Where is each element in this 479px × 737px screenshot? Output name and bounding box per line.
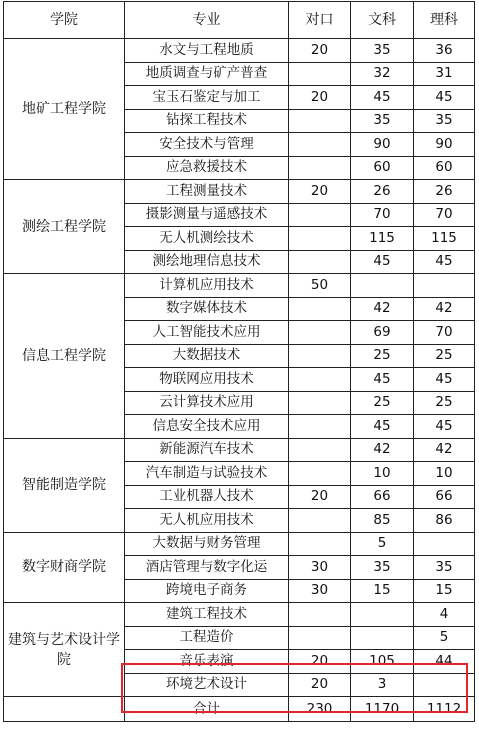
major-name-cell: 计算机应用技术 — [125, 274, 289, 298]
arts-count-cell: 69 — [351, 321, 414, 345]
major-name-cell: 酒店管理与数字化运 — [125, 556, 289, 580]
major-name-cell: 测绘地理信息技术 — [125, 250, 289, 274]
arts-count-cell: 15 — [351, 579, 414, 603]
table-row — [4, 438, 475, 462]
total-science-cell: 1112 — [414, 697, 475, 722]
major-name-cell: 数字媒体技术 — [125, 297, 289, 321]
vocational-count-cell — [289, 62, 351, 86]
major-name-cell: 云计算技术应用 — [125, 391, 289, 415]
arts-count-cell: 60 — [351, 156, 414, 180]
major-name-cell: 工程造价 — [125, 626, 289, 650]
vocational-count-cell — [289, 462, 351, 486]
vocational-count-cell — [289, 133, 351, 157]
science-count-cell: 42 — [414, 297, 475, 321]
science-count-cell: 44 — [414, 650, 475, 674]
arts-count-cell: 70 — [351, 203, 414, 227]
college-name-cell: 地矿工程学院 — [4, 39, 125, 180]
arts-count-cell: 25 — [351, 391, 414, 415]
major-name-cell: 信息安全技术应用 — [125, 415, 289, 439]
header-college: 学院 — [4, 2, 125, 39]
arts-count-cell: 35 — [351, 109, 414, 133]
major-name-cell: 跨境电子商务 — [125, 579, 289, 603]
major-name-cell: 汽车制造与试验技术 — [125, 462, 289, 486]
arts-count-cell: 45 — [351, 86, 414, 110]
total-arts-cell: 1170 — [351, 697, 414, 722]
science-count-cell: 36 — [414, 39, 475, 63]
major-name-cell: 宝玉石鉴定与加工 — [125, 86, 289, 110]
science-count-cell: 35 — [414, 109, 475, 133]
major-name-cell: 大数据与财务管理 — [125, 532, 289, 556]
science-count-cell: 45 — [414, 415, 475, 439]
vocational-count-cell — [289, 532, 351, 556]
header-major: 专业 — [125, 2, 289, 39]
arts-count-cell: 10 — [351, 462, 414, 486]
arts-count-cell: 45 — [351, 250, 414, 274]
vocational-count-cell — [289, 109, 351, 133]
arts-count-cell: 105 — [351, 650, 414, 674]
vocational-count-cell: 30 — [289, 556, 351, 580]
vocational-count-cell: 50 — [289, 274, 351, 298]
science-count-cell: 26 — [414, 180, 475, 204]
science-count-cell: 86 — [414, 509, 475, 533]
arts-count-cell: 85 — [351, 509, 414, 533]
college-name-cell: 信息工程学院 — [4, 274, 125, 439]
major-name-cell: 工程测量技术 — [125, 180, 289, 204]
science-count-cell: 25 — [414, 391, 475, 415]
arts-count-cell: 90 — [351, 133, 414, 157]
science-count-cell: 45 — [414, 86, 475, 110]
vocational-count-cell — [289, 297, 351, 321]
science-count-cell: 60 — [414, 156, 475, 180]
science-count-cell — [414, 274, 475, 298]
vocational-count-cell — [289, 203, 351, 227]
total-vocational-cell: 230 — [289, 697, 351, 722]
arts-count-cell: 26 — [351, 180, 414, 204]
vocational-count-cell: 20 — [289, 39, 351, 63]
major-name-cell: 音乐表演 — [125, 650, 289, 674]
vocational-count-cell — [289, 368, 351, 392]
vocational-count-cell — [289, 603, 351, 627]
college-name-cell: 建筑与艺术设计学院 — [4, 603, 125, 697]
table-row — [4, 39, 475, 63]
science-count-cell: 25 — [414, 344, 475, 368]
arts-count-cell: 5 — [351, 532, 414, 556]
arts-count-cell: 35 — [351, 39, 414, 63]
science-count-cell: 115 — [414, 227, 475, 251]
table-row — [4, 274, 475, 298]
major-name-cell: 无人机测绘技术 — [125, 227, 289, 251]
vocational-count-cell — [289, 415, 351, 439]
major-name-cell: 环境艺术设计 — [125, 673, 289, 697]
science-count-cell: 70 — [414, 321, 475, 345]
major-name-cell: 水文与工程地质 — [125, 39, 289, 63]
major-name-cell: 钻探工程技术 — [125, 109, 289, 133]
major-name-cell: 建筑工程技术 — [125, 603, 289, 627]
arts-count-cell: 32 — [351, 62, 414, 86]
vocational-count-cell — [289, 250, 351, 274]
table-row — [4, 532, 475, 556]
total-row — [4, 697, 475, 722]
vocational-count-cell — [289, 438, 351, 462]
science-count-cell: 70 — [414, 203, 475, 227]
science-count-cell: 35 — [414, 556, 475, 580]
science-count-cell: 66 — [414, 485, 475, 509]
arts-count-cell: 115 — [351, 227, 414, 251]
vocational-count-cell — [289, 391, 351, 415]
college-name-cell: 数字财商学院 — [4, 532, 125, 603]
vocational-count-cell: 20 — [289, 86, 351, 110]
table-header-row — [4, 2, 475, 39]
vocational-count-cell: 20 — [289, 673, 351, 697]
major-name-cell: 安全技术与管理 — [125, 133, 289, 157]
college-name-cell: 测绘工程学院 — [4, 180, 125, 274]
vocational-count-cell — [289, 227, 351, 251]
major-name-cell: 新能源汽车技术 — [125, 438, 289, 462]
arts-count-cell: 45 — [351, 368, 414, 392]
arts-count-cell — [351, 603, 414, 627]
major-name-cell: 无人机应用技术 — [125, 509, 289, 533]
header-vocational: 对口 — [289, 2, 351, 39]
science-count-cell — [414, 673, 475, 697]
major-name-cell: 工业机器人技术 — [125, 485, 289, 509]
major-name-cell: 大数据技术 — [125, 344, 289, 368]
science-count-cell: 45 — [414, 368, 475, 392]
total-label-cell: 合计 — [125, 697, 289, 722]
vocational-count-cell — [289, 321, 351, 345]
science-count-cell: 90 — [414, 133, 475, 157]
arts-count-cell: 42 — [351, 297, 414, 321]
science-count-cell: 31 — [414, 62, 475, 86]
header-arts: 文科 — [351, 2, 414, 39]
major-name-cell: 人工智能技术应用 — [125, 321, 289, 345]
science-count-cell — [414, 532, 475, 556]
vocational-count-cell — [289, 156, 351, 180]
enrollment-table — [3, 1, 475, 722]
science-count-cell: 5 — [414, 626, 475, 650]
arts-count-cell: 42 — [351, 438, 414, 462]
header-science: 理科 — [414, 2, 475, 39]
total-college-blank — [4, 697, 125, 722]
arts-count-cell — [351, 274, 414, 298]
vocational-count-cell — [289, 509, 351, 533]
science-count-cell: 42 — [414, 438, 475, 462]
science-count-cell: 4 — [414, 603, 475, 627]
arts-count-cell — [351, 626, 414, 650]
vocational-count-cell: 20 — [289, 180, 351, 204]
vocational-count-cell — [289, 626, 351, 650]
arts-count-cell: 45 — [351, 415, 414, 439]
major-name-cell: 地质调查与矿产普查 — [125, 62, 289, 86]
major-name-cell: 应急救援技术 — [125, 156, 289, 180]
arts-count-cell: 3 — [351, 673, 414, 697]
vocational-count-cell: 30 — [289, 579, 351, 603]
vocational-count-cell: 20 — [289, 650, 351, 674]
arts-count-cell: 66 — [351, 485, 414, 509]
vocational-count-cell — [289, 344, 351, 368]
science-count-cell: 45 — [414, 250, 475, 274]
science-count-cell: 10 — [414, 462, 475, 486]
vocational-count-cell: 20 — [289, 485, 351, 509]
table-row — [4, 180, 475, 204]
major-name-cell: 摄影测量与遥感技术 — [125, 203, 289, 227]
arts-count-cell: 35 — [351, 556, 414, 580]
arts-count-cell: 25 — [351, 344, 414, 368]
college-name-cell: 智能制造学院 — [4, 438, 125, 532]
major-name-cell: 物联网应用技术 — [125, 368, 289, 392]
table-row — [4, 603, 475, 627]
science-count-cell: 15 — [414, 579, 475, 603]
